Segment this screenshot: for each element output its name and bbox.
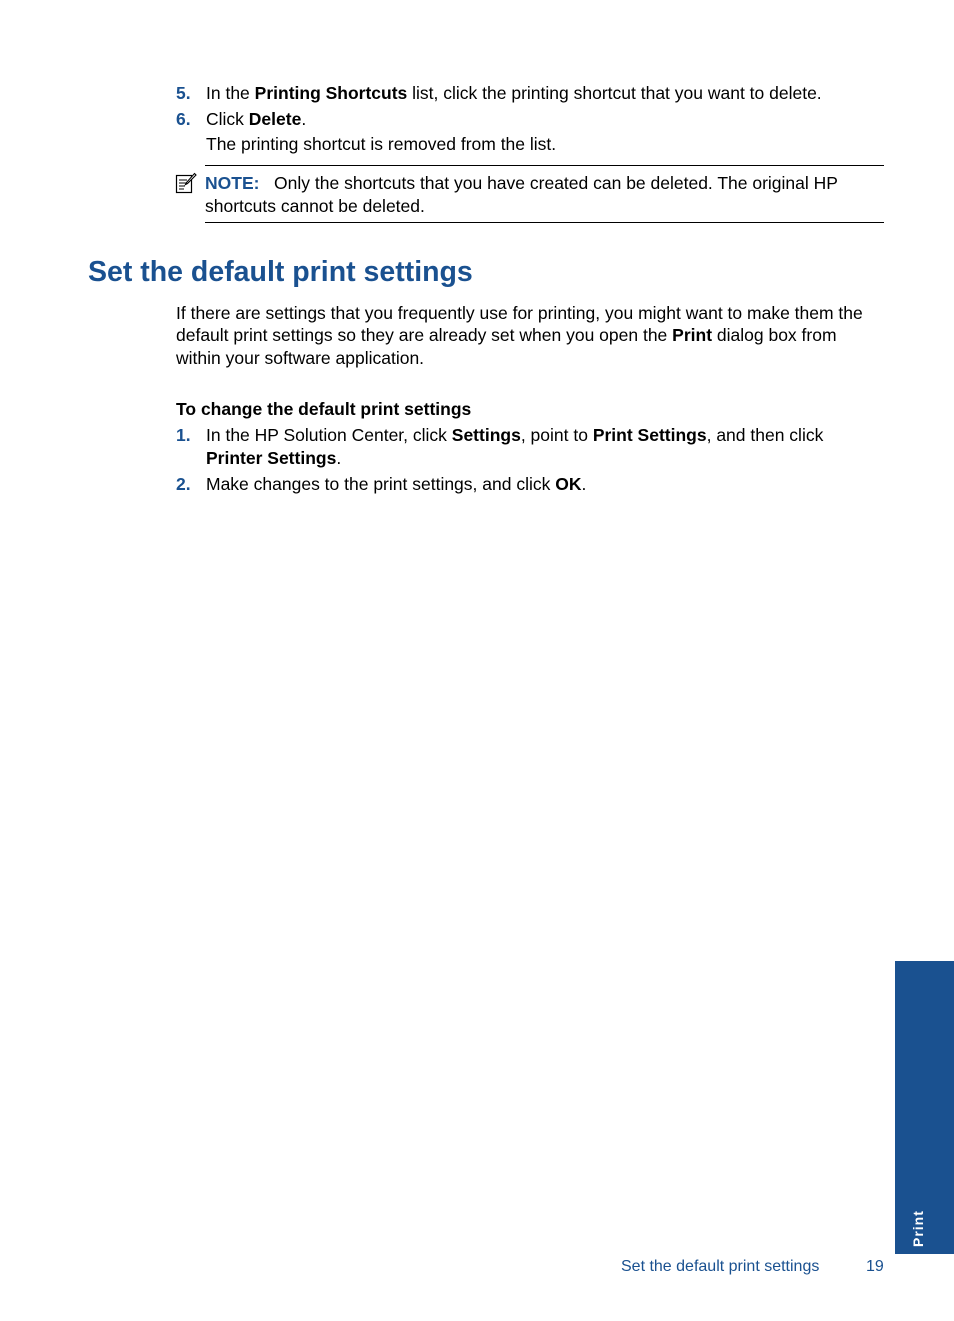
step-text-part: . bbox=[581, 474, 587, 494]
section-title: Set the default print settings bbox=[88, 256, 473, 288]
step-text bbox=[206, 424, 823, 446]
step-text-part: Click bbox=[206, 109, 249, 129]
step-number: 2. bbox=[176, 474, 191, 494]
step-text-part: In the HP Solution Center, click bbox=[206, 425, 452, 445]
step-text-part: , point to bbox=[520, 425, 593, 445]
step-text-part: In the bbox=[206, 83, 255, 103]
step-number: 1. bbox=[176, 425, 191, 445]
intro-line-2 bbox=[176, 324, 837, 346]
note-bottom-rule bbox=[205, 222, 884, 223]
note-text: Only the shortcuts that you have created can be deleted. The original HP bbox=[274, 173, 838, 193]
step-text-part: list, click the printing shortcut that you want to delete. bbox=[407, 83, 822, 103]
intro-line-1: If there are settings that you frequently use for printing, you might want to make them the bbox=[176, 303, 863, 323]
step-bold-term: Printing Shortcuts bbox=[254, 83, 408, 103]
step-text bbox=[206, 473, 586, 495]
step-text-part: . bbox=[336, 448, 342, 468]
footer-section-title: Set the default print settings bbox=[621, 1258, 820, 1275]
intro-text-part: dialog box from bbox=[712, 325, 837, 345]
step-bold-term: Delete bbox=[248, 109, 302, 129]
intro-bold-term: Print bbox=[672, 325, 713, 345]
step-bold-term: Settings bbox=[451, 425, 521, 445]
note-label: NOTE: bbox=[205, 173, 260, 193]
note-top-rule bbox=[205, 165, 884, 166]
step-result: The printing shortcut is removed from the list. bbox=[206, 134, 557, 154]
step-text-continued bbox=[206, 447, 341, 469]
step-text-part: , and then click bbox=[706, 425, 824, 445]
step-text-part: . bbox=[301, 109, 307, 129]
step-bold-term: OK bbox=[555, 474, 582, 494]
procedure-title: To change the default print settings bbox=[176, 399, 472, 419]
step-text bbox=[206, 108, 306, 130]
step-text bbox=[206, 82, 822, 104]
step-bold-term: Printer Settings bbox=[206, 448, 337, 468]
step-text-part: Make changes to the print settings, and click bbox=[206, 474, 556, 494]
intro-line-3: within your software application. bbox=[176, 348, 425, 368]
intro-text-part: default print settings so they are already set when you open the bbox=[176, 325, 673, 345]
chapter-tab-label: Print bbox=[910, 1210, 926, 1247]
note-pencil-icon bbox=[175, 172, 197, 194]
note-line-1 bbox=[205, 172, 838, 194]
step-number: 5. bbox=[176, 83, 191, 103]
note-line-2: shortcuts cannot be deleted. bbox=[205, 196, 425, 216]
step-bold-term: Print Settings bbox=[592, 425, 707, 445]
step-number: 6. bbox=[176, 109, 191, 129]
page-number: 19 bbox=[866, 1258, 884, 1275]
